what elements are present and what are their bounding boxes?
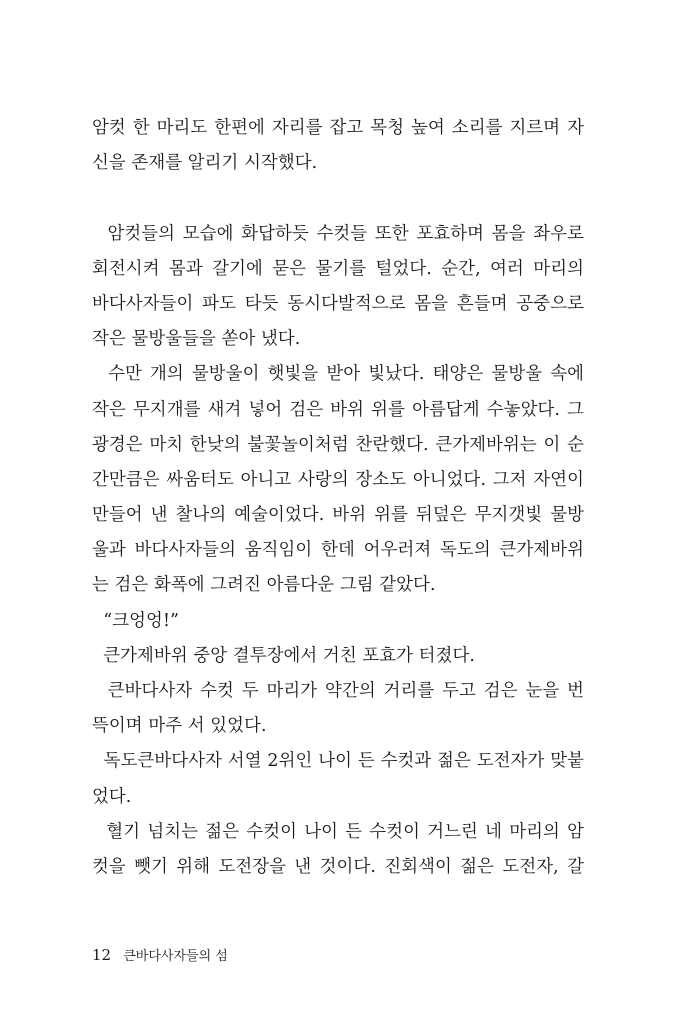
text-line: “크엉엉!” <box>92 610 180 631</box>
body-text <box>92 111 584 885</box>
text-line: 었다. <box>92 786 132 807</box>
text-line: 작은 무지개를 새겨 넣어 검은 바위 위를 아름답게 수놓았다. 그 <box>92 399 584 420</box>
text-line: 광경은 마치 한낮의 불꽃놀이처럼 찬란했다. 큰가제바위는 이 순 <box>92 434 584 455</box>
text-line: 큰바다사자 수컷 두 마리가 약간의 거리를 두고 검은 눈을 번 <box>92 681 584 701</box>
paragraph-gap <box>92 181 584 216</box>
running-title: 큰바다사자들의 섬 <box>123 949 228 964</box>
text-line: 암컷 한 마리도 한편에 자리를 잡고 목청 높여 소리를 지르며 자 <box>92 118 584 138</box>
text-line: 수만 개의 물방울이 햇빛을 받아 빛났다. 태양은 물방울 속에 <box>92 364 584 385</box>
text-line: 컷을 뺏기 위해 도전장을 낸 것이다. 진회색이 젊은 도전자, 갈 <box>92 856 584 877</box>
text-line: 독도큰바다사자 서열 2위인 나이 든 수컷과 젊은 도전자가 맞붙 <box>92 751 584 772</box>
text-line: 회전시켜 몸과 갈기에 묻은 물기를 털었다. 순간, 여러 마리의 <box>92 258 584 279</box>
text-line: 만들어 낸 찰나의 예술이었다. 바위 위를 뒤덮은 무지갯빛 물방 <box>92 505 584 526</box>
text-line: 작은 물방울들을 쏟아 냈다. <box>92 329 301 350</box>
text-line: 암컷들의 모습에 화답하듯 수컷들 또한 포효하며 몸을 좌우로 <box>92 223 584 244</box>
text-line: 울과 바다사자들의 움직임이 한데 어우러져 독도의 큰가제바위 <box>92 540 584 561</box>
text-line: 뜩이며 마주 서 있었다. <box>92 716 267 737</box>
text-line: 는 검은 화폭에 그려진 아름다운 그림 같았다. <box>92 575 436 596</box>
page-footer <box>92 945 228 967</box>
text-line: 바다사자들이 파도 타듯 동시다발적으로 몸을 흔들며 공중으로 <box>92 293 584 314</box>
text-line: 혈기 넘치는 젊은 수컷이 나이 든 수컷이 거느린 네 마리의 암 <box>92 821 584 842</box>
page-number: 12 <box>92 946 112 964</box>
text-line: 큰가제바위 중앙 결투장에서 거친 포효가 터졌다. <box>92 645 476 666</box>
text-line: 신을 존재를 알리기 시작했다. <box>92 153 318 174</box>
text-line: 간만큼은 싸움터도 아니고 사랑의 장소도 아니었다. 그저 자연이 <box>92 469 584 490</box>
